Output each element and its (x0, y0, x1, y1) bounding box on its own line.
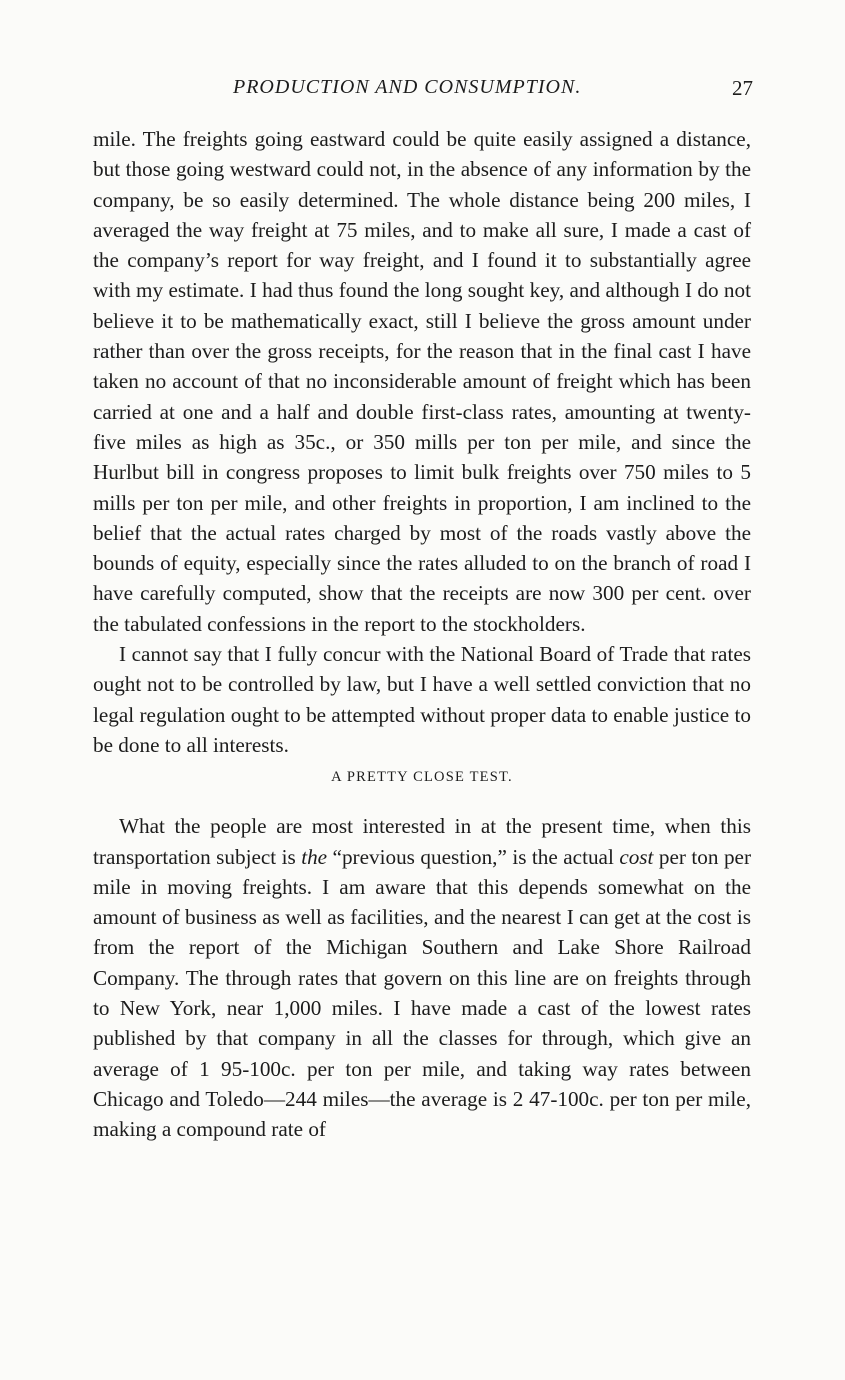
section-heading: A PRETTY CLOSE TEST. (331, 769, 513, 786)
paragraph-national-board: I cannot say that I fully concur with the National Board of Trade that rates ought not to be controlled by law, but I have a well settled conviction that no legal regulation ought to be attempted without proper data to enable justice to be done to all interests. (93, 642, 751, 757)
page-number: 27 (732, 76, 753, 100)
paragraph-close-test (93, 811, 751, 1144)
emphasis-cost: cost (619, 844, 654, 869)
emphasis-the: the (301, 844, 328, 869)
text-run: “previous question,” is the actual (327, 844, 620, 869)
body-text (93, 124, 751, 1145)
running-header (93, 76, 753, 106)
paragraph-continued: mile. The freights going eastward could be quite easily assigned a distance, but those going westward could not, in the absence of any information by the company, be so easily determined. The whole distance being 200 miles, I averaged the way freight at 75 miles, and to make all sure, I made a cast of the company’s report for way freight, and I found it to substantially agree with my estimate. I had thus found the long sought key, and although I do not believe it to be mathematically exact, still I believe the gross amount under rather than over the gross receipts, for the reason that in the final cast I have taken no account of that no inconsiderable amount of freight which has been carried at one and a half and double first-class rates, amounting at twenty-five miles as high as 35c., or 350 mills per ton per mile, and since the Hurlbut bill in congress proposes to limit bulk freights over 750 miles to 5 mills per ton per mile, and other freights in proportion, I am inclined to the belief that the actual rates charged by most of the roads vastly above the bounds of equity, especially since the rates alluded to on the branch of road I have carefully computed, show that the receipts are now 300 per cent. over the tabulated confessions in the report to the stockholders. (93, 127, 751, 636)
text-run: per ton per mile in moving freights. I am aware that this depends somewhat on the amount of business as well as facilities, and the nearest I can get at the cost is from the report of the Michigan Southern and Lake Shore Railroad Company. The through rates that govern on this line are on freights through to New York, near 1,000 miles. I have made a cast of the lowest rates published by that company in all the classes for through, which give an average of 1 95-100c. per ton per mile, and taking way rates between Chicago and Toledo—244 miles—the average is 2 47-100c. per ton per mile, making a compound rate of (93, 844, 752, 1142)
text-run: What the people are most interested in at the present time, when this transportation subject is (93, 814, 751, 869)
running-title: PRODUCTION AND CONSUMPTION. (233, 76, 582, 98)
